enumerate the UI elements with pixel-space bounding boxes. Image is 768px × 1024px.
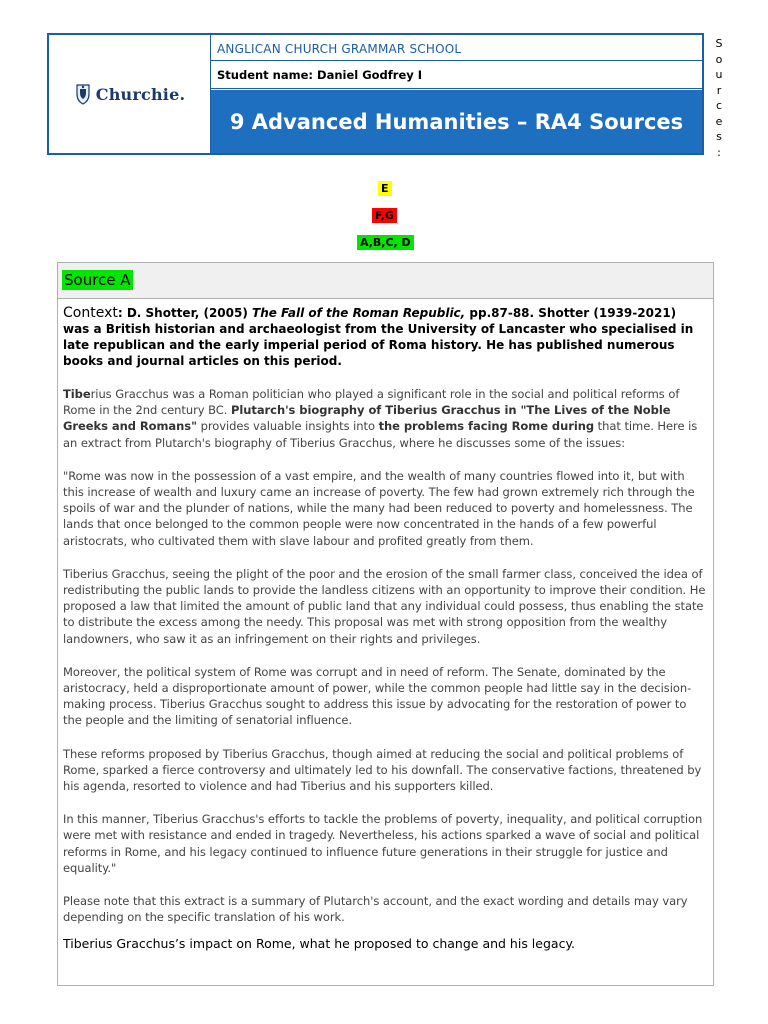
- task-line: Tiberius Gracchus’s impact on Rome, what he proposed to change and his legacy.: [63, 936, 576, 952]
- page-title: 9 Advanced Humanities – RA4 Sources: [211, 90, 702, 153]
- intro-paragraph: Tiberius Gracchus was a Roman politician who played a significant role in the social and political reforms of Rome in the 2nd century BC. Plutarch's biography of Tiberius Gracchus in "The Lives of the Noble Greeks and Romans" provides valuable insights into the problems facing Rome during that time. Here is an extract from Plutarch's biography of Tiberius Gracchus, where he discusses some of the issues:: [63, 387, 698, 450]
- key-e: E: [378, 181, 392, 196]
- key-fg: F,G: [372, 208, 397, 223]
- logo-text: Churchie.: [95, 84, 186, 104]
- context-label: Context: [63, 305, 118, 321]
- source-a-box: [57, 262, 714, 986]
- book-title: The Fall of the Roman Republic,: [252, 306, 466, 320]
- extract-paragraph: Tiberius Gracchus, seeing the plight of the poor and the erosion of the small farmer class, conceived the idea of redistributing the public lands to provide the landless citizens with an opportunity to improve their condition. He proposed a law that limited the amount of public land that any individual could possess, thus enabling the state to distribute the excess among the needy. This proposal was met with strong opposition from the wealthy landowners, who saw it as an infringement on their rights and privileges.: [63, 566, 706, 646]
- side-label: S o u r c e s :: [715, 37, 723, 159]
- logo-cell: [49, 35, 211, 153]
- extract-paragraph: In this manner, Tiberius Gracchus's efforts to tackle the problems of poverty, inequality, and political corruption were met with resistance and ended in tragedy. Nevertheless, his actions sparked a wave of social and political reforms in Rome, and his legacy continued to influence future generations in their struggle for justice and equality.": [63, 812, 703, 875]
- student-name: Student name: Daniel Godfrey I: [211, 61, 702, 89]
- note-paragraph: Please note that this extract is a summary of Plutarch's account, and the exact wording and details may vary depending on the specific translation of his work.: [63, 894, 688, 925]
- school-name: ANGLICAN CHURCH GRAMMAR SCHOOL: [211, 35, 702, 61]
- extract-paragraph: These reforms proposed by Tiberius Gracchus, though aimed at reducing the social and political problems of Rome, sparked a fierce controversy and ultimately led to his downfall. The conservative factions, threatened by his agenda, resorted to violence and had Tiberius and his supporters killed.: [63, 746, 702, 794]
- key-abcd: A,B,C, D: [357, 235, 414, 250]
- crest-icon: [74, 83, 92, 105]
- header-table: [47, 33, 704, 155]
- context-paragraph: Context: D. Shotter, (2005) The Fall of the Roman Republic, pp.87-88. Shotter (1939-2021) was a British historian and archaeologist from the University of Lancaster who specialised in late republican and the early imperial period of Roma history. He has published numerous books and journal articles on this period.: [63, 305, 694, 368]
- school-logo: [74, 83, 185, 105]
- source-header: [58, 263, 713, 299]
- source-body: [58, 299, 713, 952]
- extract-paragraph: Moreover, the political system of Rome was corrupt and in need of reform. The Senate, dominated by the aristocracy, held a disproportionate amount of power, while the common people had little say in the decision-making process. Tiberius Gracchus sought to address this issue by advocating for the restoration of power to the people and the limiting of senatorial influence.: [63, 664, 692, 728]
- source-title: Source A: [64, 271, 131, 289]
- extract-paragraph: "Rome was now in the possession of a vast empire, and the wealth of many countries flowed into it, but with this increase of wealth and luxury came an increase of poverty. The few had grown extremely rich through the spoils of war and the plunder of nations, while the many had been reduced to poverty and homelessness. The lands that once belonged to the common people were now concentrated in the hands of a few powerful aristocrats, who cultivated them with slave labour and profited greatly from them.: [63, 468, 695, 548]
